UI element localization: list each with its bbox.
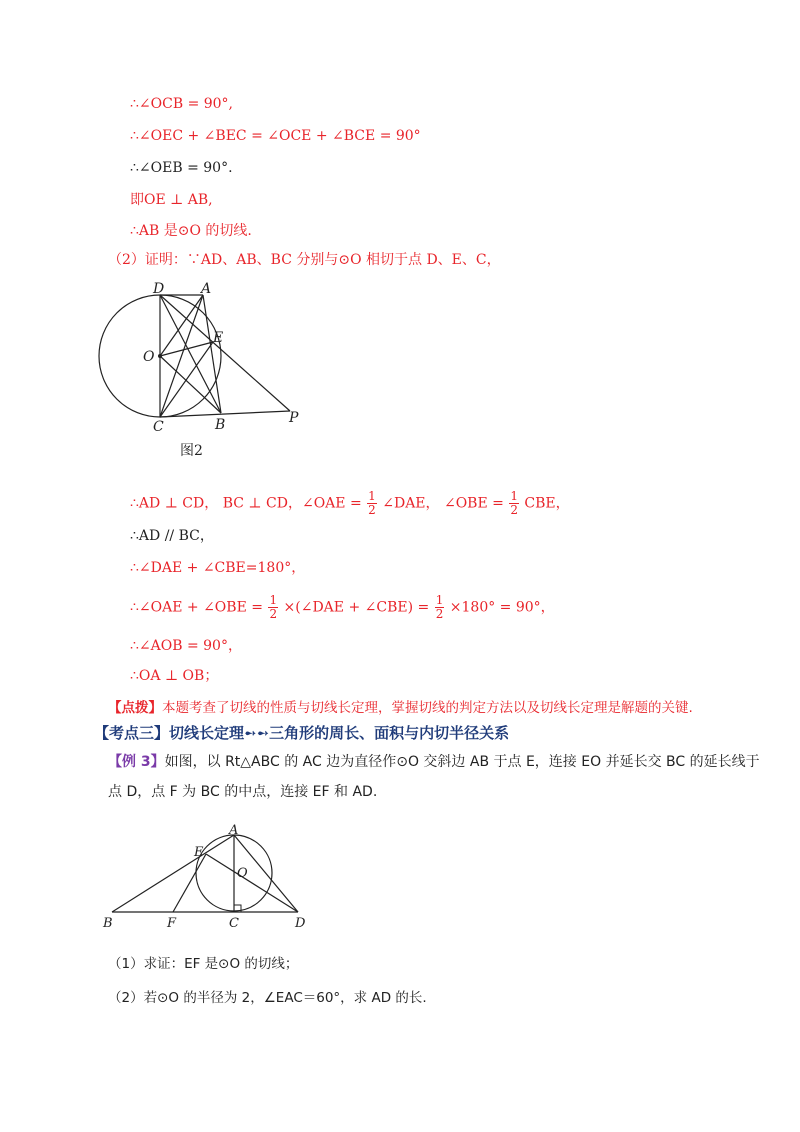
fig2-center-dot [158,354,162,358]
proof2-line-4-mid: ×(∠DAE + ∠CBE) = [283,599,430,616]
proof2-line-4-pre: ∴∠OAE + ∠OBE = [130,599,263,616]
fraction-half-2 [509,490,519,517]
fig2-label-A: A [201,281,212,297]
tip-tag: 【点拨】 [108,700,162,716]
fig2-line-DP [160,295,290,411]
fig2-line-CE [160,342,213,417]
proof2-line-1 [130,490,570,517]
proof1-line-1: ∴∠OCB = 90°, [130,96,234,112]
fig3-label-E: E [194,845,204,860]
fraction-den: 2 [368,503,376,517]
fraction-den: 2 [510,503,518,517]
proof2-line-5: ∴∠AOB = 90°， [130,638,242,654]
proof2-line-2: ∴AD // BC， [130,528,214,544]
section-heading: 【考点三】切线长定理➻➻三角形的周长、面积与内切半径关系 [94,724,510,742]
fraction-half-3 [268,594,278,621]
fig2-label-E: E [213,330,224,346]
proof2-line-4-post: ×180° = 90°， [449,599,555,616]
fig2-label-P: P [289,410,299,426]
proof2-intro: （2）证明：∵AD、AB、BC 分别与⊙O 相切于点 D、E、C， [108,252,501,268]
figure-2 [95,280,310,435]
fig2-label-B: B [215,417,226,433]
proof2-line-1-pre: ∴AD ⊥ CD， BC ⊥ CD，∠OAE = [130,495,362,512]
example-text: 如图，以 Rt△ABC 的 AC 边为直径作⊙O 交斜边 AB 于点 E，连接 EO 并延长交 BC 的延长线于点 D，点 F 为 BC 的中点，连接 EF 和 AD. [108,754,760,800]
example-3 [108,747,768,807]
fig3-label-F: F [167,916,177,931]
fraction-num: 1 [435,593,444,607]
figure-3 [98,823,320,935]
fig2-line-CA [160,295,203,417]
proof2-line-6: ∴OA ⊥ OB； [130,668,219,684]
figure-2-caption: 图2 [180,443,203,459]
fig3-label-B: B [103,916,113,931]
proof2-line-1-post: CBE， [524,495,570,512]
proof2-line-4 [130,594,555,621]
fraction-num: 1 [269,593,278,607]
fraction-num: 1 [510,489,518,503]
proof2-line-1-mid: ∠DAE， ∠OBE = [382,495,504,512]
fig3-label-C: C [229,916,239,931]
fig2-label-D: D [153,281,165,297]
fig2-label-C: C [153,419,164,435]
fig3-line-ED [206,854,298,912]
question-2: （2）若⊙O 的半径为 2，∠EAC＝60°，求 AD 的长. [108,990,427,1006]
question-1: （1）求证：EF 是⊙O 的切线； [108,956,299,972]
fig2-label-O: O [143,349,155,365]
fig3-label-D: D [295,916,306,931]
proof1-line-5: ∴AB 是⊙O 的切线. [130,223,252,239]
fig3-line-BA [112,835,234,912]
fraction-den: 2 [269,607,278,621]
fraction-half-4 [435,594,445,621]
proof2-line-3: ∴∠DAE + ∠CBE=180°， [130,560,306,576]
fraction-num: 1 [368,489,376,503]
fig3-label-A: A [229,823,239,838]
fraction-half-1 [367,490,377,517]
fraction-den: 2 [435,607,444,621]
proof1-line-4: 即OE ⊥ AB, [130,192,213,208]
proof1-line-3: ∴∠OEB = 90°. [130,160,233,176]
tip-text: 本题考查了切线的性质与切线长定理，掌握切线的判定方法以及切线长定理是解题的关键. [162,700,693,716]
proof1-line-2: ∴∠OEC + ∠BEC = ∠OCE + ∠BCE = 90° [130,128,421,144]
example-tag: 【例 3】 [108,754,165,770]
tip-note [108,696,693,716]
fig3-label-O: O [237,866,248,881]
